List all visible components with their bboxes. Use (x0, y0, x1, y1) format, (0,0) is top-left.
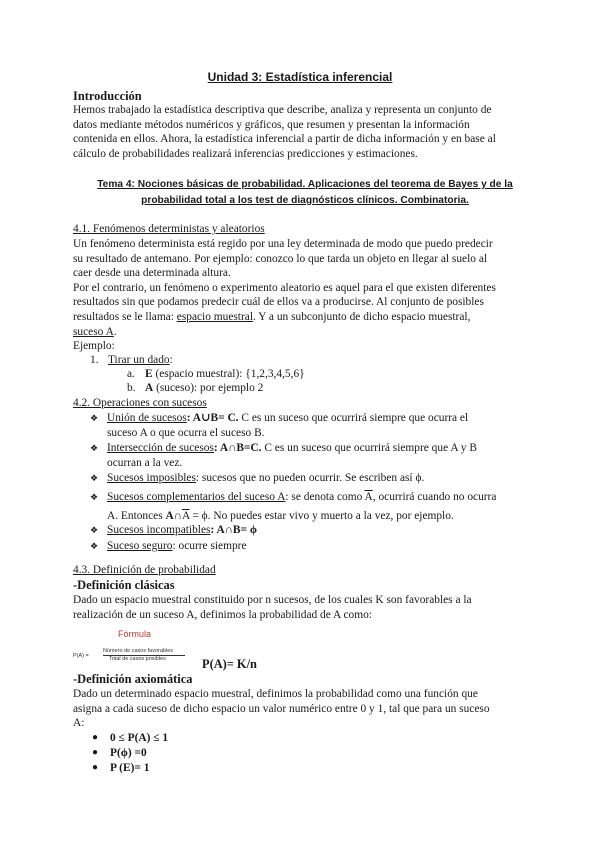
text: (suceso): por ejemplo 2 (153, 382, 264, 394)
text: C es un suceso que ocurrirá siempre que A y B (261, 442, 477, 454)
diamond-bullet-icon: ❖ (90, 413, 99, 423)
text: A. Entonces (107, 509, 166, 522)
body-line (73, 325, 533, 340)
bullet-dot-icon: ● (92, 762, 99, 773)
sub-item-text (145, 381, 263, 396)
sub-item-letter: a. (127, 368, 135, 380)
union-formula: : A∪B= C. (186, 412, 239, 424)
diamond-bullet-icon: ❖ (90, 525, 99, 535)
axiom-text: P(ϕ) =0 (110, 747, 147, 759)
sub-item-a (127, 367, 305, 382)
page-title: Unidad 3: Estadística inferencial (207, 70, 393, 84)
interseccion-formula: : A∩B=C. (213, 442, 262, 454)
numbered-item-1 (90, 353, 173, 368)
espacio-muestral-term: espacio muestral (176, 310, 253, 323)
body-line: Un fenómeno determinista está regido por una ley determinada de modo que puedo predecir (73, 238, 493, 250)
text: : ocurre siempre (172, 540, 247, 552)
colon: : (169, 354, 173, 366)
intro-paragraph (73, 103, 533, 161)
tema-heading (80, 177, 530, 209)
formula-main: P(A)= K/n (202, 657, 257, 671)
body-line: realización de un suceso A, definimos la probabilidad de A como: (73, 608, 372, 621)
tema-line: probabilidad total a los test de diagnósticos clínicos. Combinatoria. (141, 195, 469, 206)
body-line: resultados sin que podamos predecir cuál de ellos va a producirse. Al conjunto de posibles (73, 296, 484, 309)
bold-symbol: E (145, 368, 153, 380)
axiom-text: 0 ≤ P(A) ≤ 1 (110, 732, 169, 744)
bullet-dot-icon: ● (92, 732, 99, 743)
ejemplo-label: Ejemplo: (73, 340, 115, 353)
diamond-bullet-icon: ❖ (90, 473, 99, 483)
suceso-a-term: suceso A (73, 325, 114, 338)
formula-lhs: P(A) = (73, 653, 89, 659)
body-text: resultados se le llama: (73, 310, 177, 323)
union-term: Unión de sucesos (107, 412, 187, 424)
a-complement-symbol: $\overline{A}$ (364, 491, 373, 503)
text: , ocurrirá cuando no ocurra (372, 491, 497, 503)
bullet-dot-icon: ● (92, 747, 99, 758)
section-4-3-heading: 4.3. Definición de probabilidad (73, 564, 216, 576)
tirar-dado-term: Tirar un dado (108, 354, 170, 366)
text: (espacio muestral): {1,2,3,4,5,6} (152, 368, 305, 380)
body-line: caer desde una determinada altura. (73, 267, 231, 280)
sub-item-letter: b. (127, 382, 136, 394)
body-text: . Y a un subconjunto de dicho espacio muestral, (253, 310, 471, 323)
body-text: . (113, 325, 117, 338)
imposibles-term: Sucesos imposibles (107, 472, 196, 484)
intro-line: cálculo de probabilidades realizará inferencias predicciones y estimaciones. (73, 147, 418, 160)
text: C es un suceso que ocurrirá siempre que ocurra el (238, 412, 469, 424)
body-line: su resultado de antemano. Por ejemplo: conozco lo que tarda un objeto en llegar al suelo al (73, 252, 488, 265)
body-line (73, 310, 533, 325)
tema-line: Tema 4: Nociones básicas de probabilidad. Aplicaciones del teorema de Bayes y de la (97, 179, 513, 190)
body-line: A: (73, 717, 85, 730)
bold-symbol: A (145, 382, 154, 394)
body-line: Dado un determinado espacio muestral, definimos la probabilidad como una función que (73, 688, 478, 700)
text: = ϕ. No puedes estar vivo y muerto a la vez, por ejemplo. (189, 509, 454, 522)
formula-numerator: Número de casos favorables (103, 648, 174, 654)
incompatibles-term: Sucesos incompatibles (107, 524, 211, 536)
text: suceso A o que ocurra el suceso B. (107, 426, 265, 439)
complementarios-term: Sucesos complementarios del suceso A (107, 491, 286, 503)
axiomatica-paragraph (73, 687, 533, 731)
formula-denominator: Total de casos posibles (109, 656, 166, 662)
section-4-1-body (73, 237, 533, 354)
intro-line: contenida en ellos. Ahora, la estadística inferencial a partir de dicha información y en base al (73, 133, 496, 146)
section-4-1-heading: 4.1. Fenómenos deterministas y aleatorios (73, 223, 265, 235)
axiom-text: P (E)= 1 (110, 762, 150, 774)
body-line: Por el contrario, un fenómeno o experimento aleatorio es aquel para el que existen diferentes (73, 281, 496, 294)
text: : sucesos que no pueden ocurrir. Se escriben así ϕ. (195, 472, 425, 484)
a-complement-symbol: $\overline{A}$ (181, 509, 190, 522)
formula: A∩ (165, 509, 182, 522)
formula-label: Fórmula (118, 629, 152, 639)
seguro-term: Suceso seguro (107, 540, 173, 552)
text: : se denota como (285, 491, 365, 503)
clasica-paragraph (73, 593, 533, 622)
clasica-heading: -Definición clásicas (73, 578, 175, 592)
diamond-bullet-icon: ❖ (90, 492, 99, 502)
text: ocurran a la vez. (107, 456, 183, 469)
section-4-2-heading: 4.2. Operaciones con sucesos (73, 397, 207, 409)
sub-item-text (145, 367, 305, 382)
axiomatica-heading: -Definición axiomática (73, 672, 193, 686)
intro-heading: Introducción (73, 89, 142, 103)
intro-line: Hemos trabajado la estadística descriptiva que describe, analiza y representa un conjunto de (73, 104, 492, 116)
item-text (108, 353, 173, 368)
formula: : A∩B= ϕ (210, 524, 257, 536)
formula-fraction (103, 648, 185, 663)
interseccion-term: Intersección de sucesos (107, 442, 214, 454)
item-number: 1. (90, 354, 99, 366)
intro-line: datos mediante métodos numéricos y gráficos, que resumen y presentan la información (73, 118, 470, 131)
body-line: Dado un espacio muestral constituido por n sucesos, de los cuales K son favorables a la (73, 594, 472, 606)
diamond-bullet-icon: ❖ (90, 541, 99, 551)
sub-item-b (127, 381, 264, 396)
diamond-bullet-icon: ❖ (90, 443, 99, 453)
body-line: asigna a cada suceso de dicho espacio un valor numérico entre 0 y 1, tal que para un suceso (73, 702, 490, 715)
